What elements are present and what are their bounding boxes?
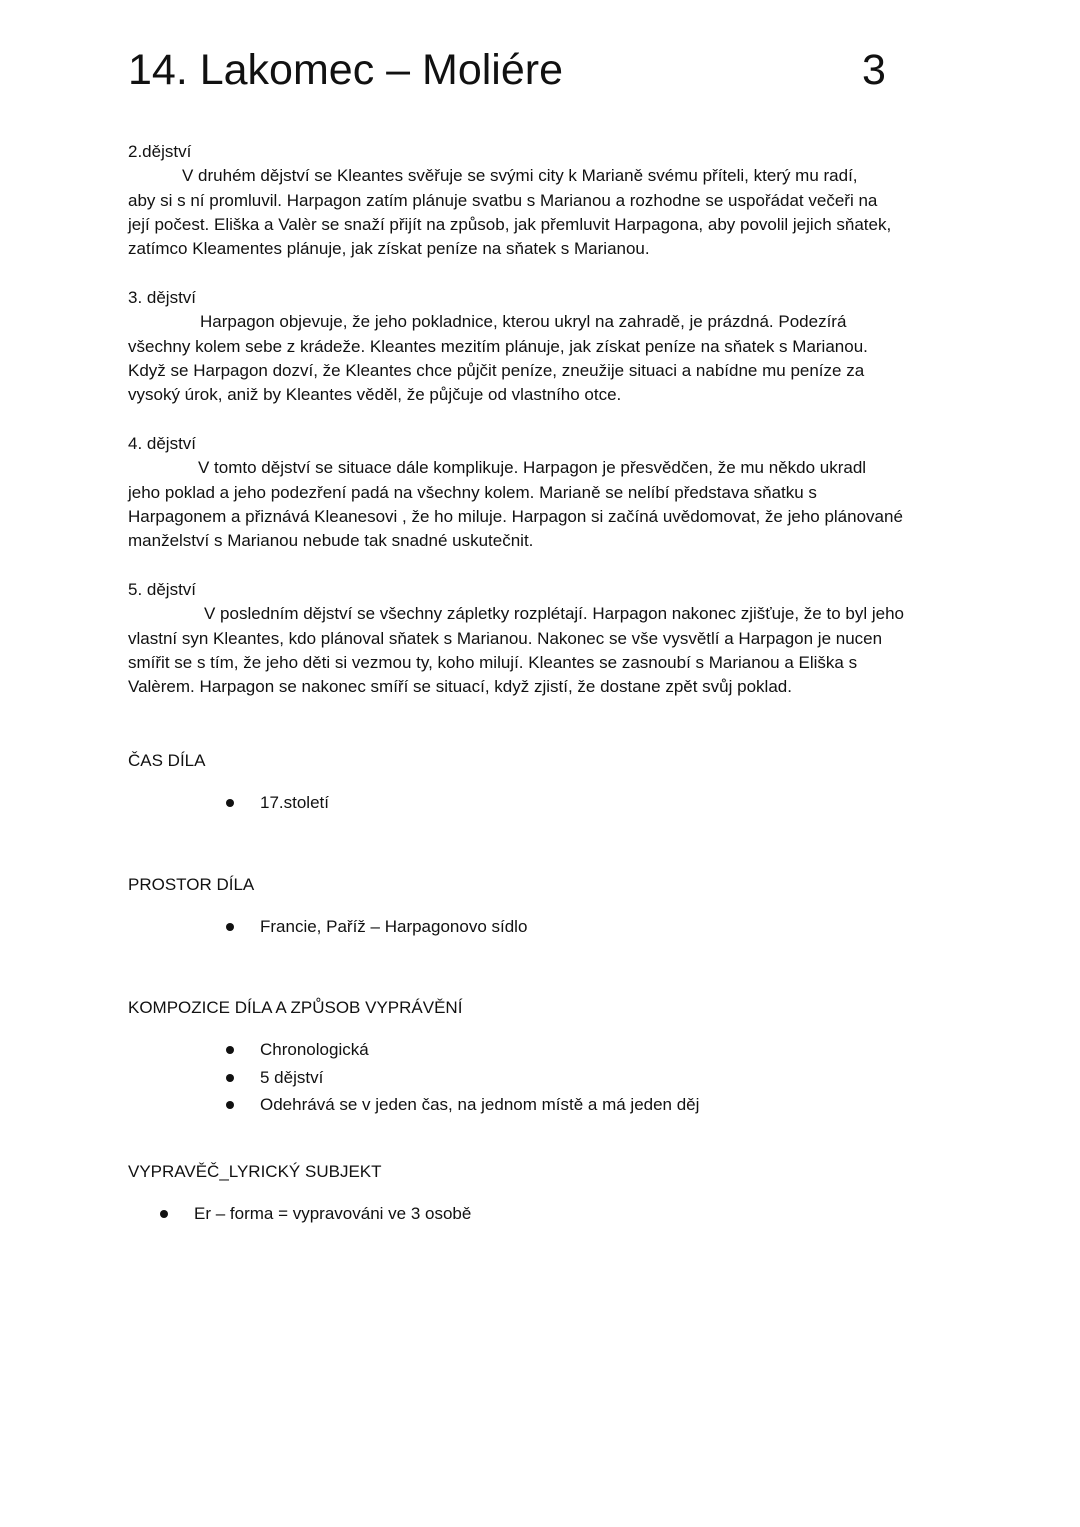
place-section-label: PROSTOR DÍLA	[128, 875, 255, 894]
act-text-line: její počest. Eliška a Valèr se snaží přijít na způsob, jak přemluvit Harpagona, aby povolil jejich sňatek,	[128, 214, 892, 234]
time-section-label: ČAS DÍLA	[128, 751, 206, 770]
act-text-line: Když se Harpagon dozví, že Kleantes chce půjčit peníze, zneužije situaci a nabídne mu peníze za	[128, 360, 865, 380]
list-item: Odehrává se v jeden čas, na jednom místě a má jeden děj	[226, 1091, 699, 1119]
act-text-line: V posledním dějství se všechny zápletky rozplétají. Harpagon nakonec zjišťuje, že to byl jeho	[204, 604, 904, 624]
narrator-section-label: VYPRAVĚČ_LYRICKÝ SUBJEKT	[128, 1162, 382, 1181]
act-text-line: Valèrem. Harpagon se nakonec smíří se situací, když zjistí, že dostane zpět svůj poklad.	[128, 677, 792, 697]
act-text-line: Harpagon objevuje, že jeho pokladnice, kterou ukryl na zahradě, je prázdná. Podezírá	[200, 312, 847, 332]
act-heading: 3. dějství	[128, 288, 197, 307]
act-heading: 4. dějství	[128, 434, 197, 453]
place-list	[226, 913, 527, 941]
act-5-section	[128, 578, 958, 699]
bullet-icon	[226, 1101, 234, 1109]
act-text-line: V druhém dějství se Kleantes svěřuje se svými city k Marianě svému příteli, který mu radí,	[182, 166, 858, 186]
bullet-icon	[160, 1210, 168, 1218]
narrator-list	[160, 1200, 471, 1228]
list-item: 17.století	[226, 789, 329, 817]
composition-section-label: KOMPOZICE DÍLA A ZPŮSOB VYPRÁVĚNÍ	[128, 998, 463, 1017]
act-4-section	[128, 432, 958, 553]
act-text-line: zatímco Kleamentes plánuje, jak získat peníze na sňatek s Marianou.	[128, 239, 650, 259]
composition-list	[226, 1036, 699, 1119]
list-item: 5 dějství	[226, 1064, 699, 1092]
page-title: 14. Lakomec – Moliére	[128, 46, 563, 94]
act-3-section	[128, 286, 958, 407]
act-heading: 2.dějství	[128, 142, 192, 161]
time-list	[226, 789, 329, 817]
bullet-icon	[226, 1074, 234, 1082]
bullet-icon	[226, 799, 234, 807]
act-2-section	[128, 140, 958, 261]
act-text-line: vysoký úrok, aniž by Kleantes věděl, že půjčuje od vlastního otce.	[128, 385, 622, 405]
bullet-icon	[226, 923, 234, 931]
act-text-line: všechny kolem sebe z krádeže. Kleantes mezitím plánuje, jak získat peníze na sňatek s Marianou.	[128, 336, 868, 356]
act-text-line: V tomto dějství se situace dále komplikuje. Harpagon je přesvědčen, že mu někdo ukradl	[198, 458, 867, 478]
bullet-icon	[226, 1046, 234, 1054]
act-text-line: manželství s Marianou nebude tak snadné uskutečnit.	[128, 531, 534, 551]
act-text-line: smířit se s tím, že jeho děti si vezmou ty, koho milují. Kleantes se zasnoubí s Marianou a Eliška s	[128, 652, 858, 672]
list-item: Er – forma = vypravováni ve 3 osobě	[160, 1200, 471, 1228]
act-heading: 5. dějství	[128, 580, 197, 599]
act-text-line: Harpagonem a přiznává Kleanesovi , že ho miluje. Harpagon si začíná uvědomovat, že jeho plánované	[128, 506, 903, 526]
act-text-line: jeho poklad a jeho podezření padá na všechny kolem. Marianě se nelíbí představa sňatku s	[128, 482, 817, 502]
list-item: Chronologická	[226, 1036, 699, 1064]
page-number: 3	[862, 46, 886, 94]
list-item: Francie, Paříž – Harpagonovo sídlo	[226, 913, 527, 941]
act-text-line: aby si s ní promluvil. Harpagon zatím plánuje svatbu s Marianou a rozhodne se uspořádat večeři na	[128, 190, 878, 210]
act-text-line: vlastní syn Kleantes, kdo plánoval sňatek s Marianou. Nakonec se vše vysvětlí a Harpagon je nucen	[128, 628, 883, 648]
